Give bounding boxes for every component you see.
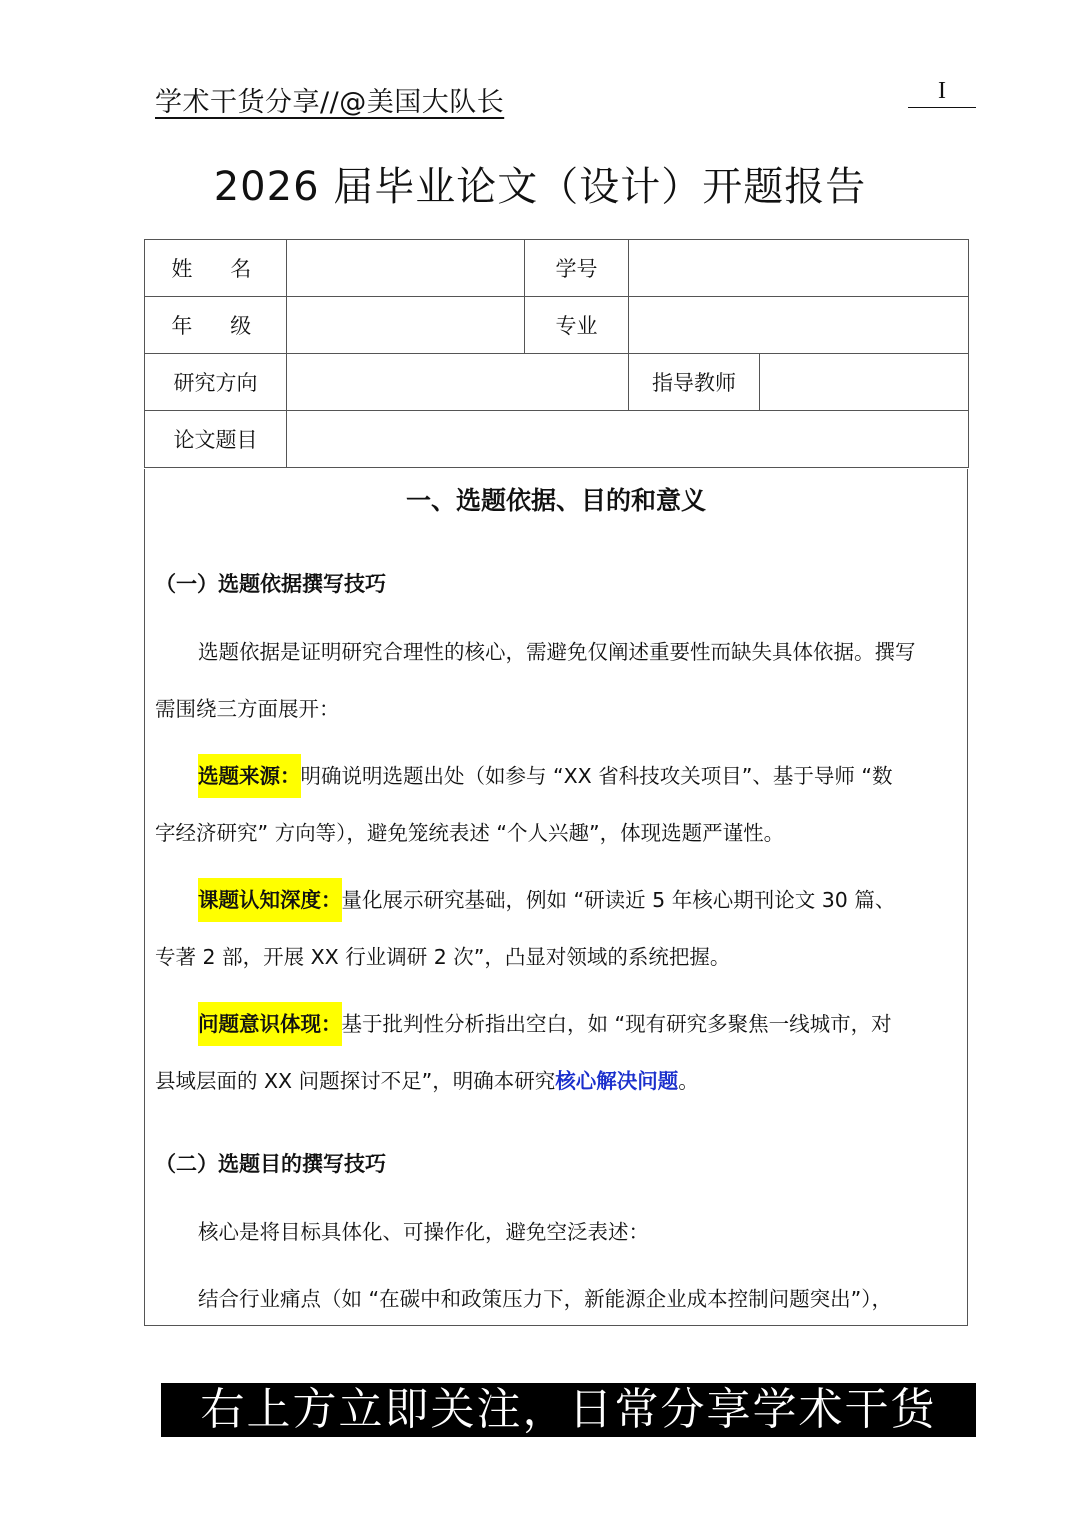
major-field[interactable] bbox=[629, 297, 969, 354]
paragraph-line: 字经济研究” 方向等），避免笼统表述 “个人兴趣”，体现选题严谨性。 bbox=[155, 821, 785, 845]
header-title: 学术干货分享//@美国大队长 bbox=[155, 87, 505, 118]
table-row bbox=[145, 297, 969, 354]
paragraph-text: 县域层面的 XX 问题探讨不足”，明确本研究 bbox=[155, 1069, 556, 1093]
page-number: I bbox=[908, 78, 976, 108]
paragraph-line: 专著 2 部，开展 XX 行业调研 2 次”，凸显对领域的系统把握。 bbox=[155, 945, 731, 969]
paragraph-line bbox=[198, 1007, 960, 1037]
name-label: 姓 名 bbox=[145, 240, 287, 297]
advisor-field[interactable] bbox=[760, 354, 969, 411]
research-direction-label: 研究方向 bbox=[145, 354, 287, 411]
subsection-title-2: （二）选题目的撰写技巧 bbox=[155, 1152, 386, 1176]
follow-banner: 右上方立即关注，日常分享学术干货 bbox=[161, 1383, 976, 1437]
advisor-label: 指导教师 bbox=[629, 354, 760, 411]
highlight-label: 选题来源： bbox=[198, 754, 301, 798]
highlight-label: 课题认知深度： bbox=[198, 878, 342, 922]
paragraph-line: 结合行业痛点（如 “在碳中和政策压力下，新能源企业成本控制问题突出”）， bbox=[198, 1287, 893, 1311]
name-field[interactable] bbox=[287, 240, 525, 297]
highlight-label: 问题意识体现： bbox=[198, 1002, 342, 1046]
section-title: 一、选题依据、目的和意义 bbox=[405, 486, 706, 515]
content-box bbox=[144, 469, 968, 1326]
paragraph-line: 选题依据是证明研究合理性的核心，需避免仅阐述重要性而缺失具体依据。撰写 bbox=[198, 640, 916, 664]
thesis-title-field[interactable] bbox=[287, 411, 969, 468]
major-label: 专业 bbox=[525, 297, 629, 354]
thesis-title-label: 论文题目 bbox=[145, 411, 287, 468]
table-row bbox=[145, 240, 969, 297]
paragraph-line bbox=[155, 1064, 960, 1094]
grade-label: 年 级 bbox=[145, 297, 287, 354]
student-id-label: 学号 bbox=[525, 240, 629, 297]
paragraph-text: 。 bbox=[678, 1069, 699, 1093]
student-id-field[interactable] bbox=[629, 240, 969, 297]
research-direction-field[interactable] bbox=[287, 354, 629, 411]
paragraph-text: 量化展示研究基础，例如 “研读近 5 年核心期刊论文 30 篇、 bbox=[341, 888, 896, 912]
grade-field[interactable] bbox=[287, 297, 525, 354]
paragraph-text: 明确说明选题出处（如参与 “XX 省科技攻关项目”、基于导师 “数 bbox=[300, 764, 893, 788]
subsection-title-1: （一）选题依据撰写技巧 bbox=[155, 572, 386, 596]
paragraph-line bbox=[198, 883, 960, 913]
info-table bbox=[144, 239, 969, 468]
paragraph-line: 需围绕三方面展开： bbox=[155, 697, 340, 721]
paragraph-line bbox=[198, 759, 960, 789]
page-title: 2026 届毕业论文（设计）开题报告 bbox=[213, 164, 867, 210]
paragraph-line: 核心是将目标具体化、可操作化，避免空泛表述： bbox=[198, 1220, 649, 1244]
table-row bbox=[145, 411, 969, 468]
emphasis-text: 核心解决问题 bbox=[555, 1069, 679, 1093]
table-row bbox=[145, 354, 969, 411]
paragraph-text: 基于批判性分析指出空白，如 “现有研究多聚焦一线城市，对 bbox=[341, 1012, 892, 1036]
